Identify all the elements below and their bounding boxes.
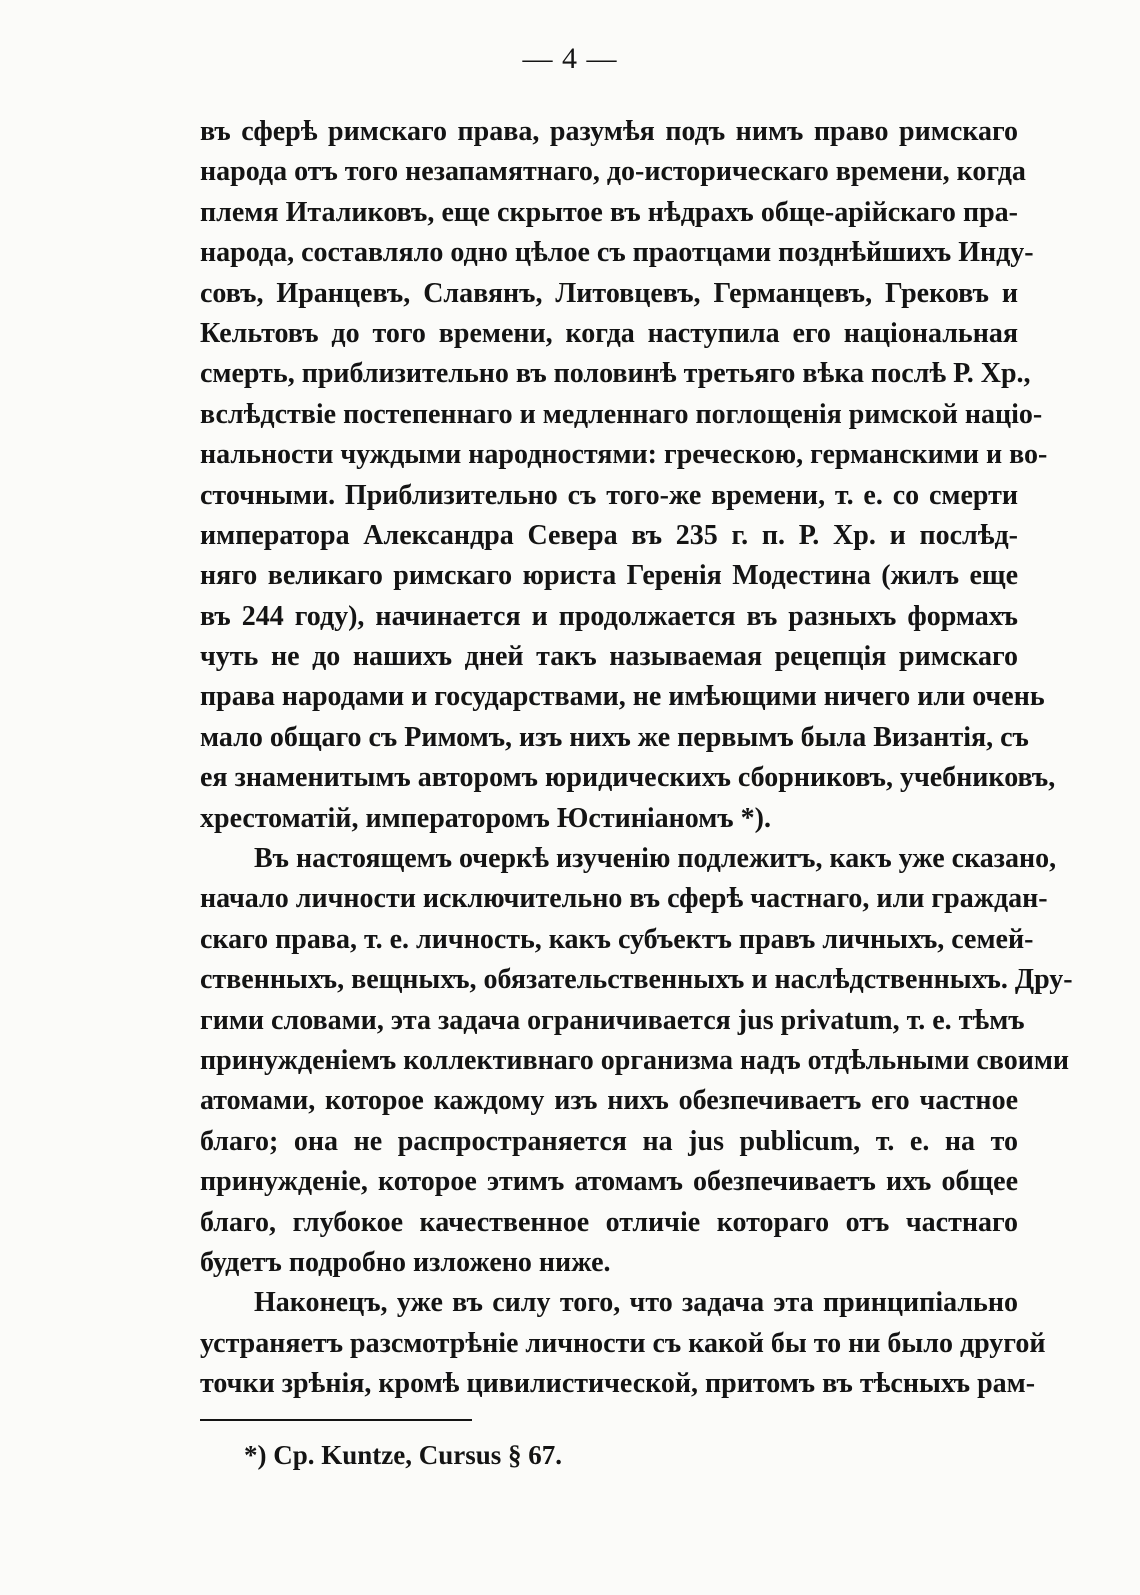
text-line: народа, составляло одно цѣлое съ праотцами позднѣйшихъ Инду-	[200, 237, 1034, 269]
text-line: ственныхъ, вещныхъ, обязательственныхъ и наслѣдственныхъ. Дру-	[200, 964, 1073, 996]
text-line: Въ настоящемъ очеркѣ изученію подлежитъ, какъ уже сказано,	[254, 843, 1057, 875]
paragraph	[200, 1283, 1046, 1404]
text-line: права народами и государствами, не имѣющими ничего или очень	[200, 681, 1045, 713]
text-line: въ сферѣ римскаго права, разумѣя подъ нимъ право римскаго	[200, 116, 1018, 147]
text-line: вслѣдствіе постепеннаго и медленнаго поглощенія римской націо-	[200, 398, 1043, 430]
text-line: няго великаго римскаго юриста Геренія Модестина (жилъ еще	[200, 560, 1018, 592]
text-line: Наконецъ, уже въ силу того, что задача эта принципіально	[254, 1287, 1018, 1319]
text-line: принужденіе, которое этимъ атомамъ обезпечиваетъ ихъ общее	[200, 1166, 1018, 1198]
text-line: нальности чуждыми народностями: греческою, германскими и во-	[200, 439, 1048, 471]
text-line: племя Италиковъ, еще скрытое въ нѣдрахъ обще-арійскаго пра-	[200, 196, 1018, 228]
text-line: мало общаго съ Римомъ, изъ нихъ же первымъ была Византія, съ	[200, 721, 1029, 753]
text-line: скаго права, т. е. личность, какъ субъектъ правъ личныхъ, семей-	[200, 923, 1034, 955]
paragraph	[200, 839, 1073, 1283]
text-line: хрестоматій, императоромъ Юстиніаномъ *).	[200, 802, 771, 834]
footnote-separator	[200, 1419, 472, 1421]
text-line: совъ, Иранцевъ, Славянъ, Литовцевъ, Германцевъ, Грековъ и	[200, 277, 1018, 309]
text-line: Кельтовъ до того времени, когда наступила его національная	[200, 317, 1018, 349]
text-line: смерть, приблизительно въ половинѣ третьяго вѣка послѣ Р. Хр.,	[200, 358, 1031, 390]
text-line: въ 244 году), начинается и продолжается въ разныхъ формахъ	[200, 600, 1018, 632]
page-number: — 4 —	[522, 42, 618, 75]
text-line: чуть не до нашихъ дней такъ называемая рецепція римскаго	[200, 641, 1018, 673]
text-line: императора Александра Севера въ 235 г. п. Р. Хр. и послѣд-	[200, 519, 1018, 551]
text-line: сточными. Приблизительно съ того-же времени, т. е. со смерти	[200, 479, 1018, 511]
text-line: благо; она не распространяется на jus publicum, т. е. на то	[200, 1125, 1018, 1157]
paragraph	[200, 112, 1056, 839]
footnote: *) Ср. Kuntze, Cursus § 67.	[244, 1440, 563, 1470]
body-text	[200, 112, 1073, 1405]
text-line: будетъ подробно изложено ниже.	[200, 1246, 611, 1278]
text-line: атомами, которое каждому изъ нихъ обезпечиваетъ его частное	[200, 1085, 1018, 1117]
text-line: принужденіемъ коллективнаго организма надъ отдѣльными своими	[200, 1044, 1070, 1076]
text-line: начало личности исключительно въ сферѣ частнаго, или граждан-	[200, 883, 1048, 915]
text-line: гими словами, эта задача ограничивается jus privatum, т. е. тѣмъ	[200, 1004, 1025, 1036]
text-line: точки зрѣнія, кромѣ цивилистической, притомъ въ тѣсныхъ рам-	[200, 1368, 1036, 1400]
text-line: благо, глубокое качественное отличіе котораго отъ частнаго	[200, 1206, 1018, 1238]
text-line: народа отъ того незапамятнаго, до-историческаго времени, когда	[200, 156, 1026, 188]
text-line: устраняетъ разсмотрѣніе личности съ какой бы то ни было другой	[200, 1327, 1046, 1359]
text-line: ея знаменитымъ авторомъ юридическихъ сборниковъ, учебниковъ,	[200, 762, 1056, 794]
